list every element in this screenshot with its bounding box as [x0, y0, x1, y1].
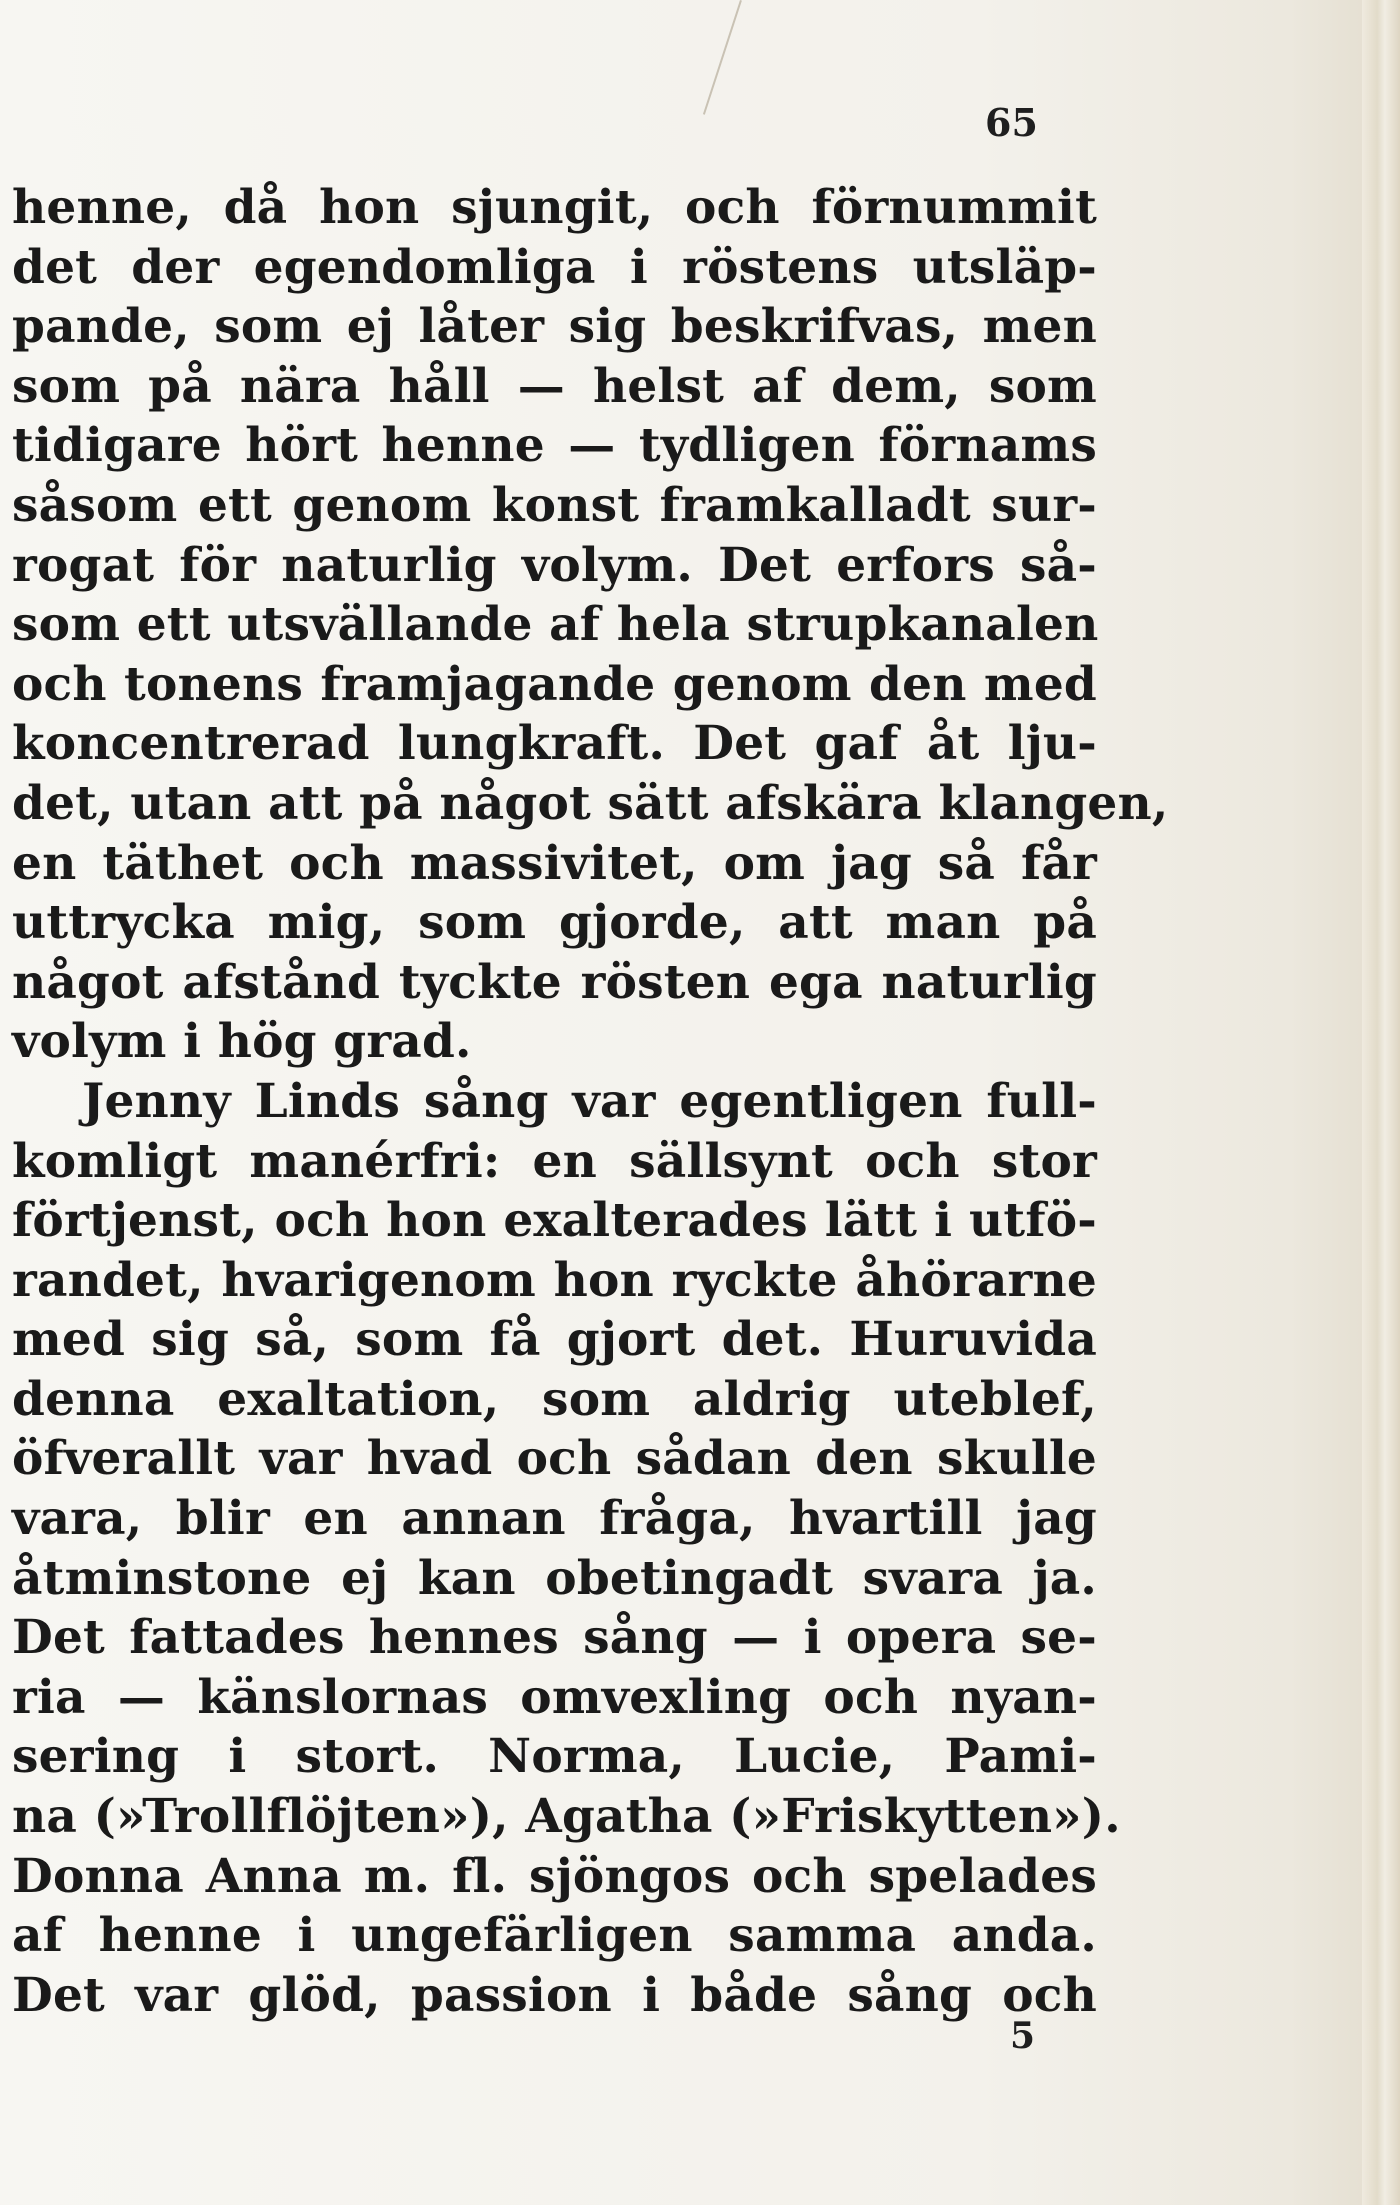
- text-line: volym i hög grad.: [12, 1014, 472, 1070]
- page-edge: [1362, 0, 1400, 2205]
- text-line: koncentrerad lungkraft. Det gaf åt lju-: [12, 716, 1097, 772]
- text-line: med sig så, som få gjort det. Huruvida: [12, 1312, 1097, 1368]
- text-line: Donna Anna m. fl. sjöngos och spelades: [12, 1848, 1097, 1904]
- text-line: rogat för naturlig volym. Det erfors så-: [12, 537, 1097, 593]
- text-line: Det fattades hennes sång — i opera se-: [12, 1610, 1097, 1666]
- text-line: såsom ett genom konst framkalladt sur-: [12, 477, 1097, 533]
- text-line: komligt manérfri: en sällsynt och stor: [12, 1133, 1097, 1189]
- text-line: tidigare hört henne — tydligen förnams: [12, 418, 1097, 474]
- text-line: som ett utsvällande af hela strupkanalen: [12, 597, 1099, 653]
- signature-mark: 5: [1010, 2015, 1036, 2057]
- text-line: uttrycka mig, som gjorde, att man på: [12, 895, 1097, 951]
- text-line: förtjenst, och hon exalterades lätt i utfö-: [12, 1193, 1097, 1249]
- text-line: en täthet och massivitet, om jag så får: [12, 835, 1097, 891]
- text-line: öfverallt var hvad och sådan den skulle: [12, 1431, 1097, 1487]
- text-line: det, utan att på något sätt afskära klangen,: [12, 775, 1169, 831]
- text-line: som på nära håll — helst af dem, som: [12, 358, 1097, 414]
- text-line: ria — känslornas omvexling och nyan-: [12, 1669, 1097, 1725]
- page-number: 65: [985, 100, 1038, 145]
- text-line: något afstånd tyckte rösten ega naturlig: [12, 954, 1097, 1010]
- text-line: af henne i ungefärligen samma anda.: [12, 1908, 1097, 1964]
- text-line: vara, blir en annan fråga, hvartill jag: [12, 1491, 1097, 1547]
- text-line: och tonens framjagande genom den med: [12, 656, 1097, 712]
- text-line: det der egendomliga i röstens utsläp-: [12, 239, 1097, 295]
- text-line: henne, då hon sjungit, och förnummit: [12, 180, 1097, 235]
- text-line: åtminstone ej kan obetingadt svara ja.: [12, 1550, 1097, 1606]
- text-line: randet, hvarigenom hon ryckte åhörarne: [12, 1252, 1097, 1308]
- body-text: [12, 178, 1169, 2025]
- crease-mark: [703, 0, 742, 115]
- text-line: sering i stort. Norma, Lucie, Pami-: [12, 1729, 1097, 1785]
- text-line: pande, som ej låter sig beskrifvas, men: [12, 299, 1097, 355]
- text-line: na (»Trollflöjten»), Agatha (»Friskytten»).: [12, 1789, 1121, 1845]
- text-line: Det var glöd, passion i både sång och: [12, 1967, 1097, 2023]
- text-line: Jenny Linds sång var egentligen full-: [82, 1073, 1097, 1129]
- text-line: denna exaltation, som aldrig uteblef,: [12, 1371, 1097, 1427]
